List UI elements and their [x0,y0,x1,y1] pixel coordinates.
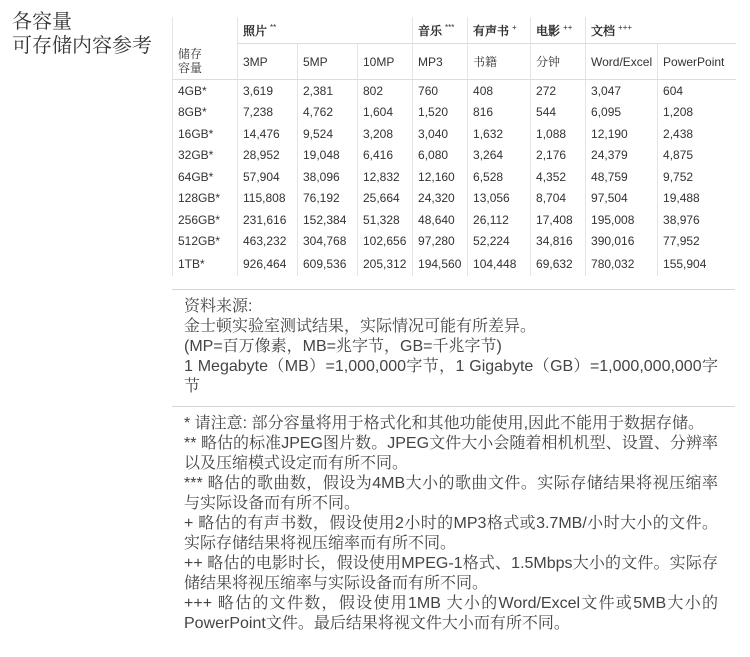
cell-3mp: 14,476 [238,123,298,145]
column-header-capacity-line: 储存 [178,47,203,62]
cell-3mp: 7,238 [238,102,298,124]
table-row [173,102,736,124]
column-header-powerpoint: PowerPoint [658,44,736,80]
cell-mp3: 24,320 [413,188,468,210]
table-row [173,252,736,276]
group-header-row [173,17,736,44]
cell-mp3: 194,560 [413,252,468,276]
footnote: + 略估的有声书数，假设使用2小时的MP3格式或3.7MB/小时大小的文件。实际存储结果将视压缩率而有所不同。 [184,515,718,552]
cell-3mp: 926,464 [238,252,298,276]
column-header-word-excel: Word/Excel [586,44,658,80]
cell-powerpoint: 4,875 [658,145,736,167]
page-title-line: 可存储内容参考 [12,35,152,57]
cell-word-excel: 780,032 [586,252,658,276]
cell-mp3: 1,520 [413,102,468,124]
column-header-row [173,44,736,80]
cell-5mp: 38,096 [298,166,358,188]
cell-5mp: 76,192 [298,188,358,210]
capacity-cell: 32GB* [173,145,238,167]
group-label: 音乐 [418,23,443,38]
cell-3mp: 231,616 [238,209,298,231]
group-header-documents [586,17,736,44]
source-heading: 资料来源: [184,298,253,315]
capacity-cell: 16GB* [173,123,238,145]
cell-minutes: 1,088 [531,123,586,145]
cell-5mp: 9,524 [298,123,358,145]
cell-5mp: 19,048 [298,145,358,167]
divider [172,406,735,407]
capacity-cell: 512GB* [173,231,238,253]
table-row [173,166,736,188]
group-header-movies [531,17,586,44]
cell-10mp: 1,604 [358,102,413,124]
capacity-cell: 8GB* [173,102,238,124]
cell-books: 408 [468,80,531,102]
footnote-marker: *** [445,22,455,32]
cell-3mp: 57,904 [238,166,298,188]
cell-3mp: 3,619 [238,80,298,102]
column-header-capacity-line: 容量 [178,61,203,76]
source-line: 1 Megabyte（MB）=1,000,000字节，1 Gigabyte（GB）=1,000,000,000字节 [184,358,718,395]
cell-powerpoint: 9,752 [658,166,736,188]
cell-minutes: 544 [531,102,586,124]
cell-minutes: 17,408 [531,209,586,231]
table-row [173,123,736,145]
footnote: +++ 略估的文件数，假设使用1MB 大小的Word/Excel文件或5MB大小的PowerPoint文件。最后结果将视文件大小而有所不同。 [184,595,718,632]
source-line: (MP=百万像素，MB=兆字节，GB=千兆字节) [184,338,502,355]
column-header-capacity [173,44,238,80]
capacity-cell: 256GB* [173,209,238,231]
cell-powerpoint: 604 [658,80,736,102]
group-label: 电影 [536,23,561,38]
cell-books: 6,528 [468,166,531,188]
divider [172,289,735,290]
cell-5mp: 2,381 [298,80,358,102]
footnote: *** 略估的歌曲数，假设为4MB大小的歌曲文件。实际存储结果将视压缩率与实际设备而有所不同。 [184,475,718,512]
cell-minutes: 8,704 [531,188,586,210]
table-row [173,231,736,253]
cell-powerpoint: 77,952 [658,231,736,253]
capacity-cell: 4GB* [173,80,238,102]
cell-3mp: 28,952 [238,145,298,167]
footnote-marker: + [512,22,517,32]
cell-word-excel: 6,095 [586,102,658,124]
cell-mp3: 3,040 [413,123,468,145]
cell-10mp: 102,656 [358,231,413,253]
cell-powerpoint: 155,904 [658,252,736,276]
group-label: 文档 [591,23,616,38]
table-row [173,80,736,102]
capacity-cell: 1TB* [173,252,238,276]
page-title [12,10,152,58]
cell-books: 104,448 [468,252,531,276]
column-header-3mp: 3MP [238,44,298,80]
cell-word-excel: 48,759 [586,166,658,188]
table-row [173,145,736,167]
column-header-books: 书籍 [468,44,531,80]
cell-books: 816 [468,102,531,124]
source-line: 金士顿实验室测试结果，实际情况可能有所差异。 [184,318,537,335]
cell-books: 1,632 [468,123,531,145]
cell-powerpoint: 38,976 [658,209,736,231]
cell-minutes: 2,176 [531,145,586,167]
footnotes [184,414,718,634]
cell-mp3: 6,080 [413,145,468,167]
capacity-cell: 128GB* [173,188,238,210]
cell-minutes: 4,352 [531,166,586,188]
notes-area [172,289,735,634]
cell-word-excel: 12,190 [586,123,658,145]
cell-powerpoint: 19,488 [658,188,736,210]
cell-10mp: 3,208 [358,123,413,145]
cell-5mp: 609,536 [298,252,358,276]
cell-minutes: 69,632 [531,252,586,276]
cell-10mp: 12,832 [358,166,413,188]
cell-3mp: 463,232 [238,231,298,253]
cell-books: 26,112 [468,209,531,231]
group-label: 照片 [243,23,268,38]
table-corner [173,17,238,44]
table-row [173,209,736,231]
group-label: 有声书 [473,23,510,38]
cell-books: 13,056 [468,188,531,210]
cell-books: 3,264 [468,145,531,167]
page-title-line: 各容量 [12,11,72,33]
cell-word-excel: 3,047 [586,80,658,102]
footnote-marker: ++ [563,22,573,32]
cell-10mp: 51,328 [358,209,413,231]
cell-books: 52,224 [468,231,531,253]
group-header-music [413,17,468,44]
cell-5mp: 152,384 [298,209,358,231]
cell-minutes: 34,816 [531,231,586,253]
column-header-mp3: MP3 [413,44,468,80]
capacity-cell: 64GB* [173,166,238,188]
column-header-minutes: 分钟 [531,44,586,80]
cell-word-excel: 195,008 [586,209,658,231]
cell-mp3: 97,280 [413,231,468,253]
cell-10mp: 25,664 [358,188,413,210]
group-header-photos [238,17,413,44]
column-header-5mp: 5MP [298,44,358,80]
cell-word-excel: 24,379 [586,145,658,167]
cell-10mp: 205,312 [358,252,413,276]
cell-3mp: 115,808 [238,188,298,210]
cell-word-excel: 390,016 [586,231,658,253]
table-row [173,188,736,210]
cell-5mp: 304,768 [298,231,358,253]
cell-mp3: 48,640 [413,209,468,231]
cell-10mp: 6,416 [358,145,413,167]
cell-mp3: 12,160 [413,166,468,188]
footnote-marker: ** [270,22,277,32]
cell-powerpoint: 2,438 [658,123,736,145]
cell-10mp: 802 [358,80,413,102]
capacity-table [172,17,736,276]
cell-word-excel: 97,504 [586,188,658,210]
footnote: ** 略估的标准JPEG图片数。JPEG文件大小会随着相机机型、设置、分辨率以及压缩模式设定而有所不同。 [184,435,718,472]
column-header-10mp: 10MP [358,44,413,80]
footnote: * 请注意: 部分容量将用于格式化和其他功能使用,因此不能用于数据存储。 [184,415,705,432]
source-notes [184,297,718,397]
footnote-marker: +++ [618,22,633,32]
footnote: ++ 略估的电影时长，假设使用MPEG-1格式、1.5Mbps大小的文件。实际存储结果将视压缩率与实际设备而有所不同。 [184,555,718,592]
cell-5mp: 4,762 [298,102,358,124]
cell-powerpoint: 1,208 [658,102,736,124]
cell-mp3: 760 [413,80,468,102]
cell-minutes: 272 [531,80,586,102]
group-header-audiobooks [468,17,531,44]
